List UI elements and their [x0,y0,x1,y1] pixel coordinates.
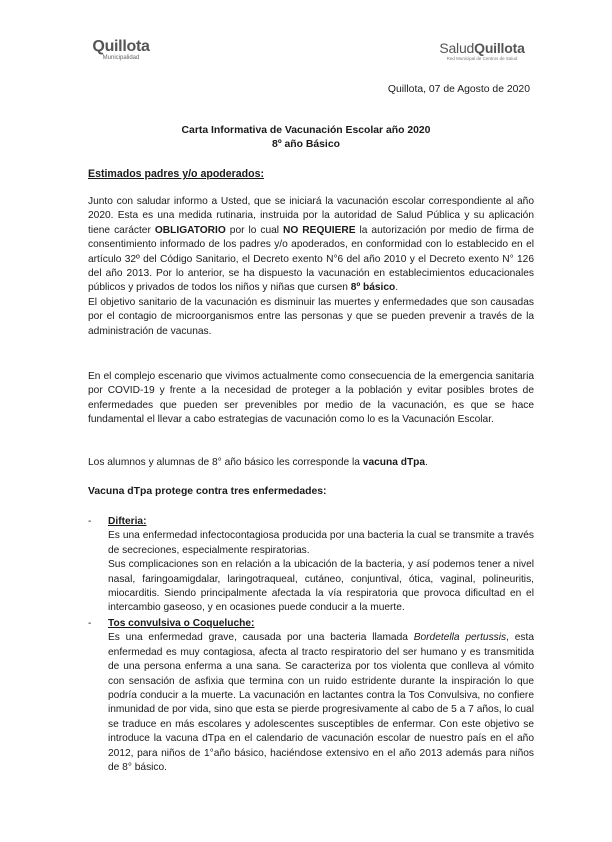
paragraph-intro [88,195,534,339]
p1-objective: El objetivo sanitario de la vacunación es disminuir las muertes y enfermedades que son causadas por el contagio de microorganismos entre las personas y que se pueden prevenir a través de la administración de vacunas. [88,296,534,337]
letter-date: Quillota, 07 de Agosto de 2020 [387,84,530,95]
logo-right-sub: Red Municipal de Centros de Salud [446,56,518,61]
letter-subtitle: 8º año Básico [272,139,340,150]
logo-right-main-a: Salud [439,40,475,56]
difteria-description: Es una enfermedad infectocontagiosa producida por una bacteria la cual se transmite a través de secreciones, especialmente respiratorias. [108,530,534,556]
paragraph-vaccine [88,456,534,470]
difteria-title: Difteria: [108,516,147,527]
list-dash: - [88,516,92,527]
bordetella-name: Bordetella pertussis [413,632,507,644]
p1-8-basico: 8º básico [350,282,396,294]
difteria-complications: Sus complicaciones son en relación a la ubicación de la bacteria, y así podemos tener a nivel nasal, faringoamigdalar, laringotraqueal, cutáneo, conjuntival, ótica, vaginal, polineuritis, miocarditis. Siendo principalmente afectada la vía respiratoria que provoca dificultad en el intercambio gaseoso, y en ocasiones puede conducir a la muerte. [108,559,534,614]
tos-convulsiva-title: Tos convulsiva o Coqueluche: [108,618,255,629]
p1-no-requiere: NO REQUIERE [283,224,356,236]
logo-left-main: Quillota [92,38,150,55]
p1-obligatorio: OBLIGATORIO [154,224,226,236]
salud-quillota-logo [434,40,530,61]
logo-right-main-b: Quillota [474,40,525,56]
d2-para-c: , esta enfermedad es muy contagiosa, afecta al tracto respiratorio del ser humano y es transmitida de una persona enferma a una sana. Se caracteriza por tos violenta que conlleva al vómito con sensación de asfixia que termina con un ruido estridente durante la inspiración lo que podría conducir a la muerte. La vacunación en lactantes contra la Tos Convulsiva, no confiere inmunidad de por vida, sino que esta se pierde progresivamente al cabo de 5 a 7 años, lo cual se traduce en más escolares y adolescentes susceptibles de enfermar. Con este objetivo se introduce la vacuna dTpa en el calendario de vacunación escolar de nuestro país en el año 2012, para niños de 1°año básico, haciéndose extensivo en el año 2013 además para niños de 8° básico. [108,632,534,774]
tos-convulsiva-description [108,631,534,775]
p1-a: Junto con saludar informo a Usted, que se iniciará la vacunación escolar correspondiente al año 2020. Esta es una medida rutinaria, instruida por la autoridad de Salud Pública y su aplicación tiene carácter [88,196,534,236]
logo-right-main [434,40,530,56]
p3-c: . [425,457,428,468]
salutation: Estimados padres y/o apoderados: [88,168,265,180]
diseases-heading: Vacuna dTpa protege contra tres enfermedades: [88,486,327,497]
municipalidad-logo [88,38,154,61]
d2-para-a: Es una enfermedad grave, causada por una bacteria llamada [108,632,414,644]
p1-g: . [395,282,399,294]
list-dash: - [88,618,92,629]
paragraph-covid: En el complejo escenario que vivimos actualmente como consecuencia de la emergencia sanitaria por COVID-19 y frente a la necesidad de proteger a la población y evitar posibles brotes de enfermedades que pueden ser prevenibles por medio de la vacunación, es que se hace fundamental el llevar a cabo estrategias de vacunación como lo es la Vacunación Escolar. [88,371,534,426]
p3-a: Los alumnos y alumnas de 8° año básico les corresponde la [88,457,363,468]
p3-vacuna-dtpa: vacuna dTpa [362,457,426,468]
p1-e: la autorización por medio de firma de consentimiento informado de los padres y/o apoderados, en conformidad con lo establecido en el artículo 32º del Código Sanitario, el Decreto exento N°6 del año 2010 y el Decreto exento N° 126 del año 2013. Por lo anterior, se ha dispuesto la vacunación en establecimientos educacionales públicos y privados de todos los niños y niñas que cursen [88,224,534,294]
p1-c: por lo cual [225,224,284,236]
letter-title: Carta Informativa de Vacunación Escolar año 2020 [181,125,431,136]
logo-left-sub: Municipalidad [102,55,140,61]
